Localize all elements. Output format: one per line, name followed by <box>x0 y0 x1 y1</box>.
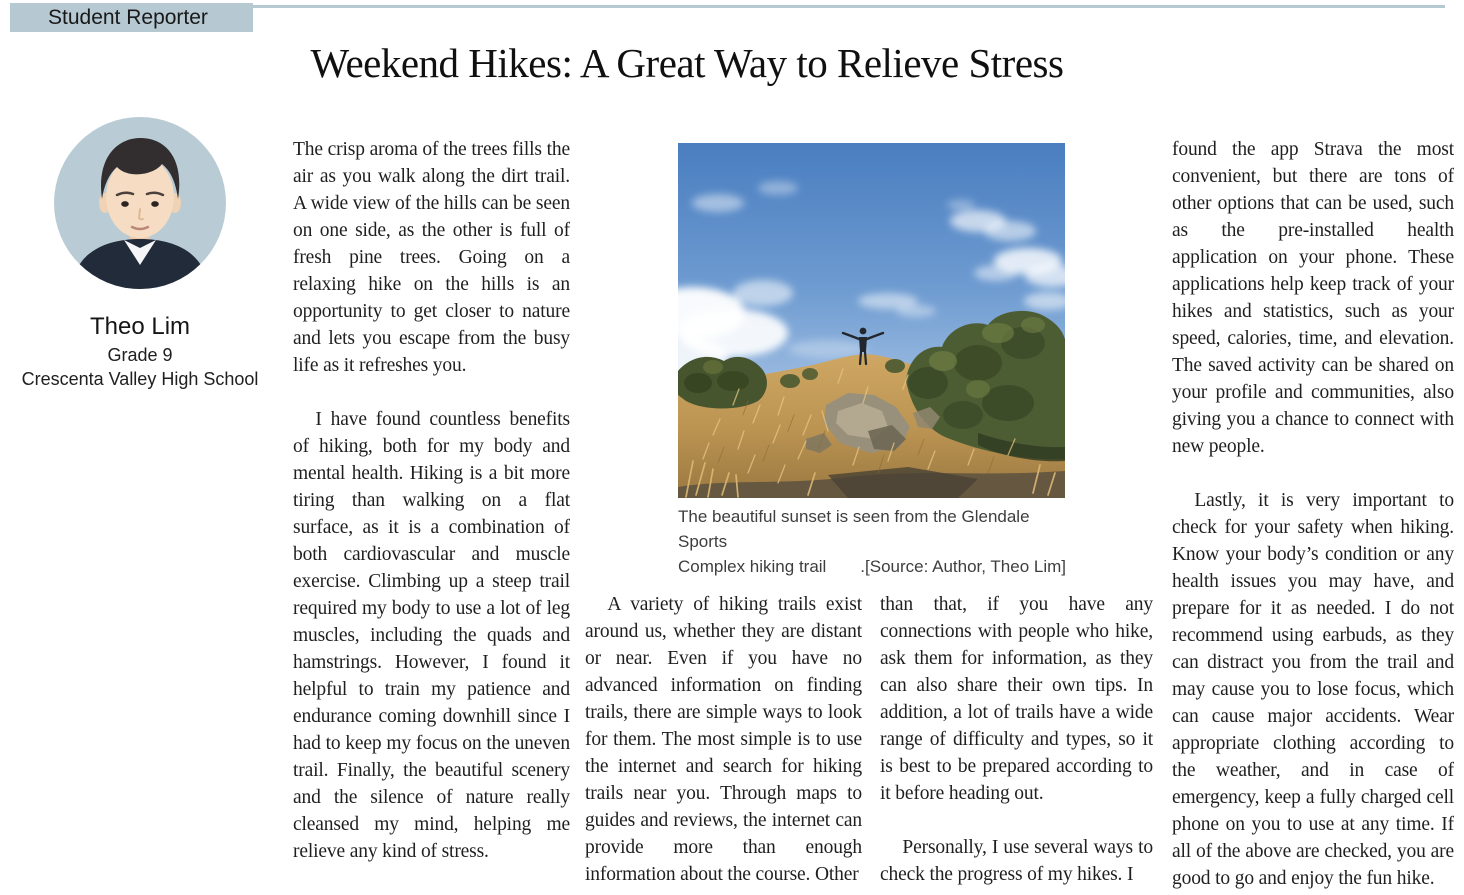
paragraph: Lastly, it is very important to check for your safety when hiking. Know your body’s condition or any health issues you may have, and prepare for it as needed. I do not recommend using earbuds, as they can distract you from the trail and may cause you to lose focus, which can cause major accidents. Wear appropriate clothing according to the weather, and in case of emergency, keep a fully charged cell phone on you to use at any time. If all of the above are checked, you are good to go and enjoy the fun hike. <box>1172 490 1454 889</box>
photo-caption <box>678 504 1066 579</box>
top-rule <box>253 5 1445 8</box>
paragraph: I have found countless benefits of hiking, both for my body and mental health. Hiking is a bit more tiring than walking on a flat surface, as it is a combination of both cardiovascular and muscle exercise. Climbing up a steep trail required my body to use a lot of leg muscles, including the quads and hamstrings. However, I found it helpful to train my patience and endurance coming downhill since I had to keep my focus on the uneven trail. Finally, the beautiful scenery and the silence of nature really cleansed my mind, helping me relieve any kind of stress. <box>293 409 570 862</box>
paragraph: than that, if you have any connections with people who hike, ask them for information, as they can also share their own tips. In addition, a lot of trails have a wide range of difficulty and types, so it is best to be prepared according to it before heading out. <box>880 594 1153 804</box>
article-column-1 <box>293 136 570 876</box>
author-grade: Grade 9 <box>107 345 173 365</box>
paragraph: The crisp aroma of the trees fills the air as you walk along the dirt trail. A wide view of the hills can be seen on one side, as the other is full of fresh pine trees. Going on a relaxing hike on the hills is an opportunity to get closer to nature and lets you escape from the busy life as it refreshes you. <box>293 139 570 376</box>
article-column-2 <box>585 591 862 895</box>
section-kicker <box>10 3 253 32</box>
author-avatar <box>54 117 226 289</box>
paragraph: A variety of hiking trails exist around us, whether they are distant or near. Even if you have no advanced information on finding trails, there are simple ways to look for them. The most simple is to use the internet and search for hiking trails near you. Through maps to guides and reviews, the internet can provide more than enough information about the course. Other <box>585 594 862 885</box>
paragraph: Personally, I use several ways to check the progress of my hikes. I <box>880 837 1153 885</box>
trail-photo <box>678 143 1065 498</box>
photo-caption-line1: The beautiful sunset is seen from the Glendale Sports <box>678 507 1030 551</box>
section-kicker-label: Student Reporter <box>48 6 208 29</box>
paragraph: found the app Strava the most convenient, but there are tons of other options that can be used, such as the pre-installed health application on your phone. These applications help keep track of your hikes and statistics, such as your speed, calories, time, and elevation. The saved activity can be shared on your profile and communities, also giving you a chance to connect with new people. <box>1172 139 1454 457</box>
photo-caption-source: .[Source: Author, Theo Lim] <box>860 557 1066 576</box>
article-title: Weekend Hikes: A Great Way to Relieve Stress <box>310 40 1064 86</box>
article-column-3 <box>880 591 1153 895</box>
photo-caption-line2: Complex hiking trail <box>678 557 827 576</box>
author-name: Theo Lim <box>89 313 191 340</box>
author-school: Crescenta Valley High School <box>21 369 259 389</box>
article-column-4 <box>1172 136 1454 895</box>
